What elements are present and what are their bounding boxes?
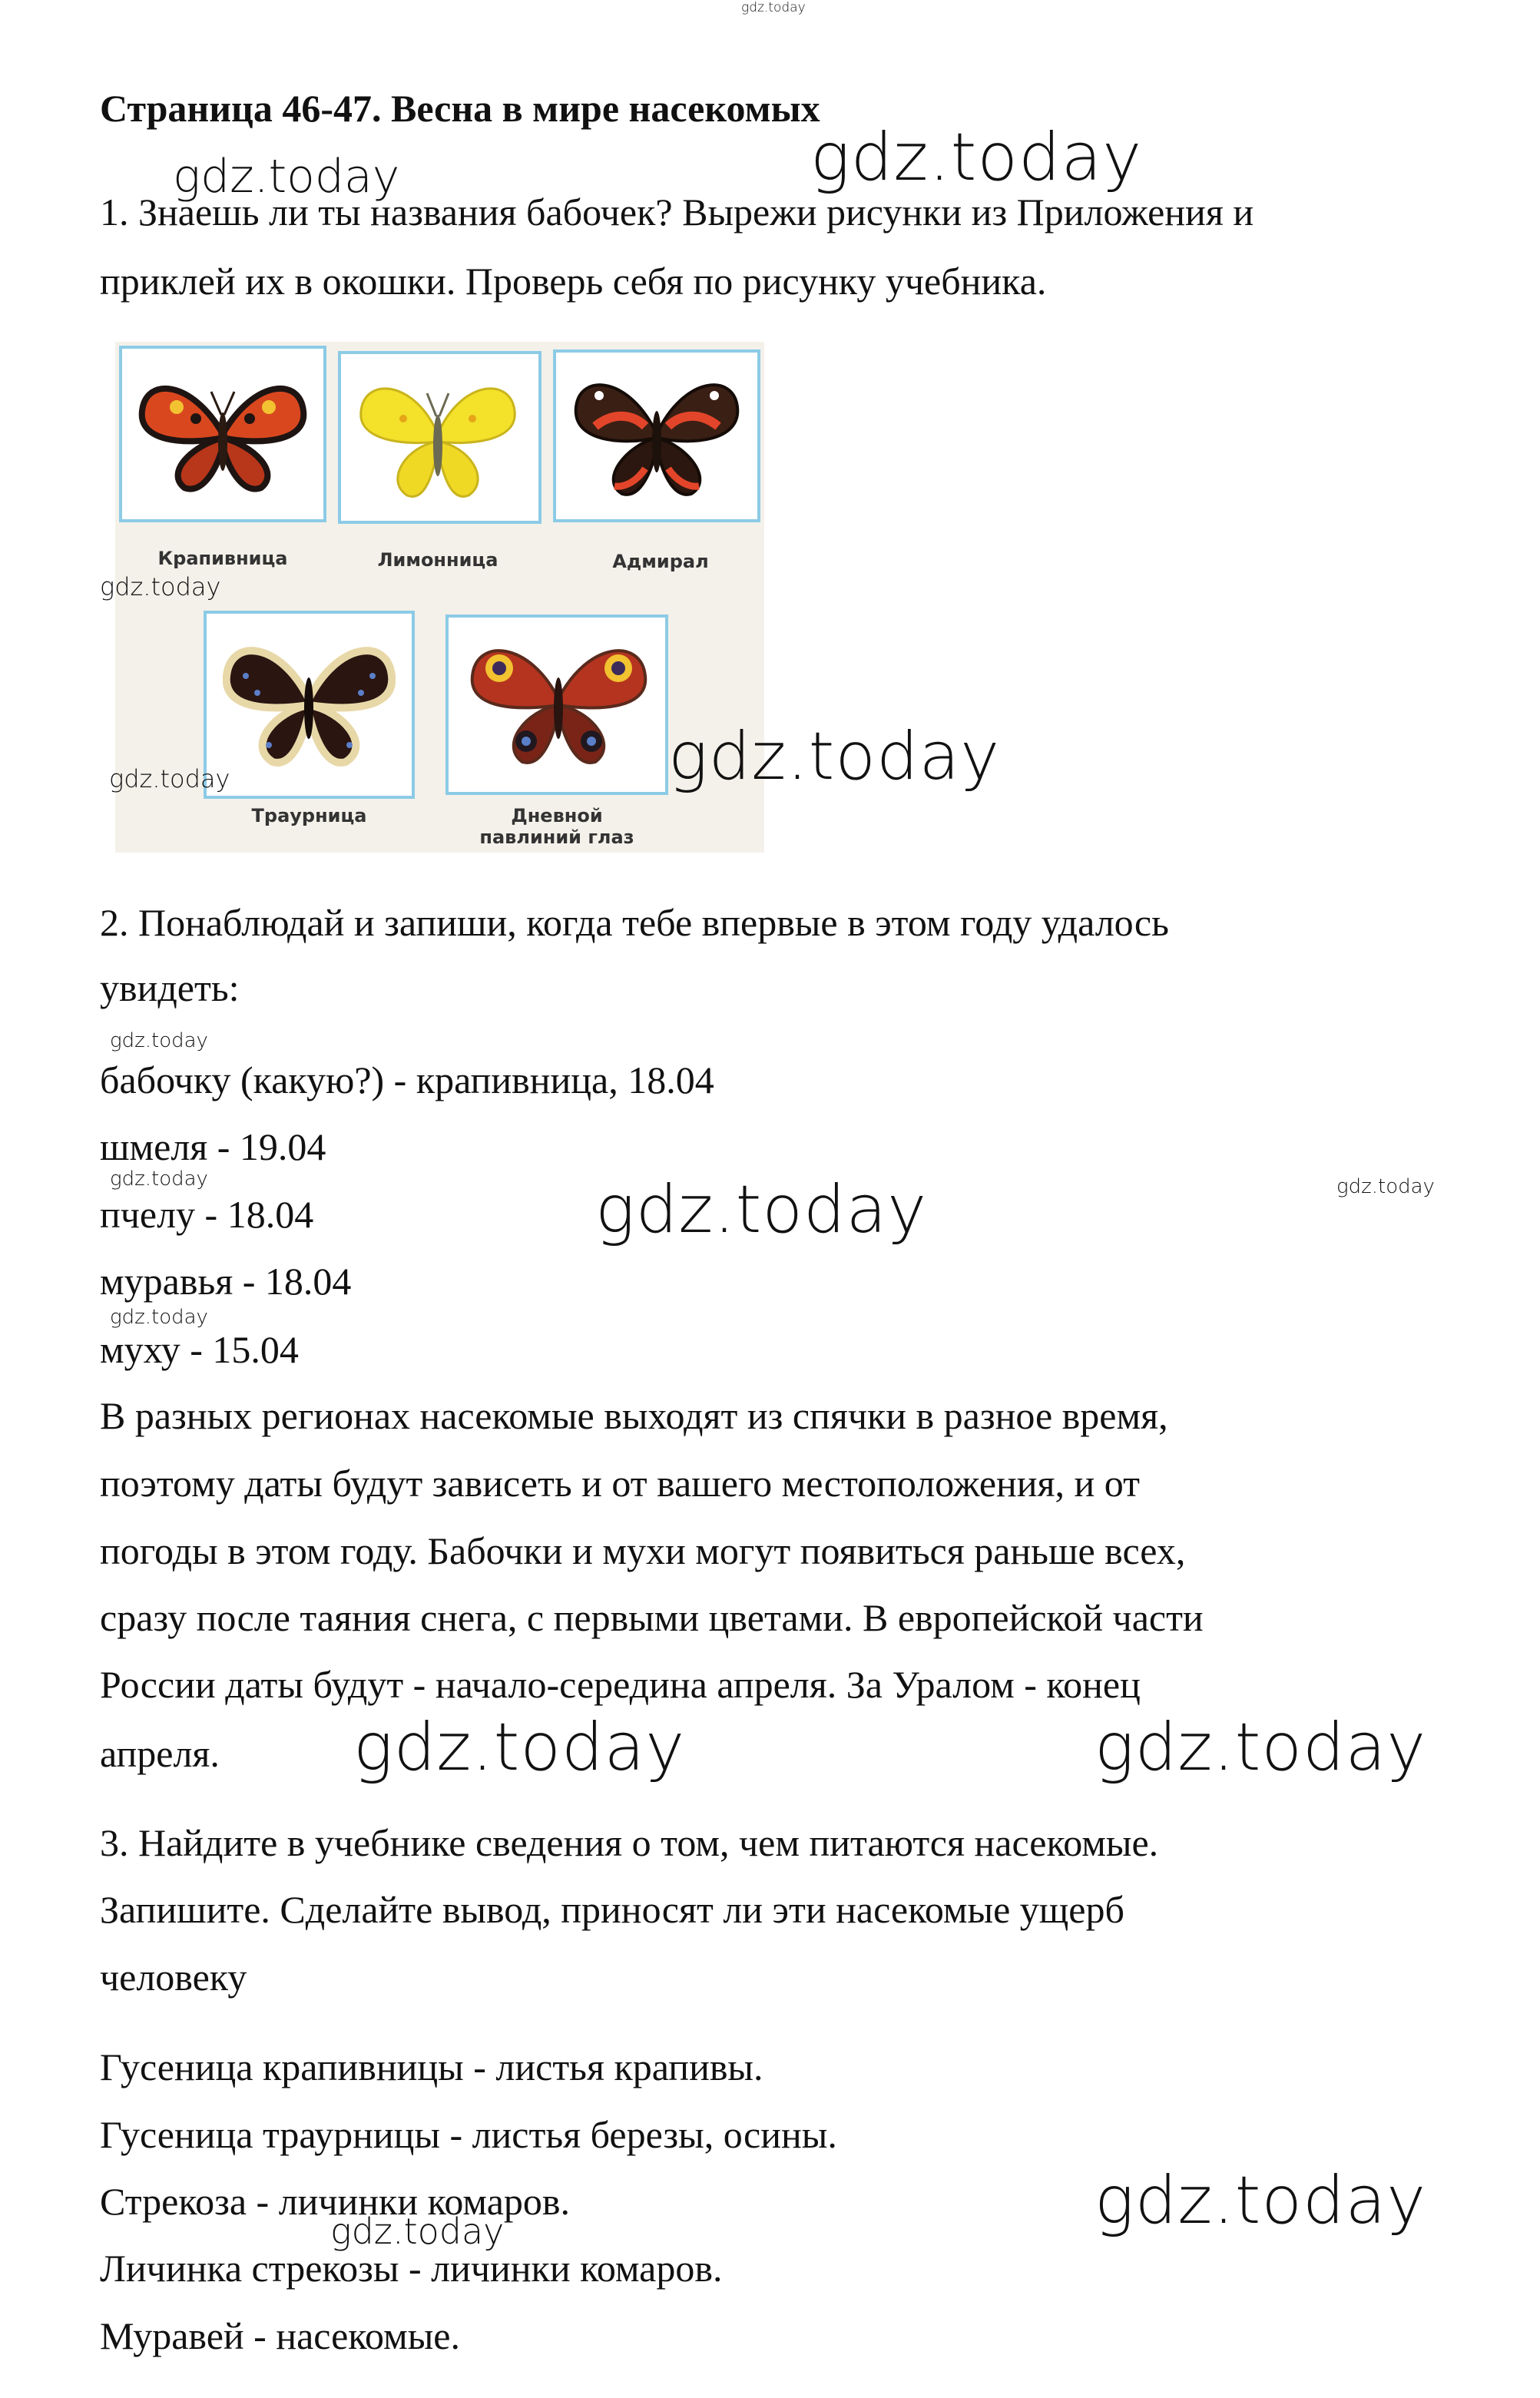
task2-note-line6: апреля.: [100, 1732, 220, 1775]
task2-note-line5: России даты будут - начало-середина апреля. За Уралом - конец: [100, 1663, 1141, 1706]
task2-note-line2: поэтому даты будут зависеть и от вашего местоположения, и от: [100, 1462, 1140, 1505]
watermark: gdz.today: [109, 764, 230, 793]
answer-butterfly: бабочку (какую?) - крапивница, 18.04: [100, 1058, 714, 1101]
task2-line2: увидеть:: [100, 966, 240, 1009]
butterfly-4-image: [223, 638, 396, 768]
watermark: gdz.today: [810, 119, 1143, 196]
task1-line2: приклей их в окошки. Проверь себя по рисунку учебника.: [100, 260, 1047, 303]
watermark: gdz.today: [1336, 1175, 1435, 1198]
butterfly-2-image: [353, 376, 522, 503]
caption-admiral: Адмирал: [612, 551, 709, 572]
butterfly-3-image: [572, 373, 741, 499]
caption-traurnitsa: Траурница: [251, 805, 367, 826]
watermark: gdz.today: [353, 1709, 686, 1786]
watermark: gdz.today: [110, 1306, 208, 1329]
butterfly-1-image: [138, 373, 307, 495]
watermark: gdz.today: [110, 1029, 208, 1052]
task2-note-line4: сразу после таяния снега, с первыми цветами. В европейской части: [100, 1596, 1204, 1639]
watermark: gdz.today: [330, 2211, 505, 2252]
food-answer-4: Личинка стрекозы - личинки комаров.: [100, 2247, 723, 2290]
caption-limonnitsa: Лимонница: [377, 549, 498, 571]
caption-pavlinii-glaz: Дневной павлиний глаз: [479, 805, 634, 848]
task2-note-line3: погоды в этом году. Бабочки и мухи могут появиться раньше всех,: [100, 1529, 1186, 1572]
food-answer-5: Муравей - насекомые.: [100, 2314, 460, 2357]
task3-line3: человеку: [100, 1956, 247, 1999]
food-answer-1: Гусеница крапивницы - листья крапивы.: [100, 2045, 763, 2088]
task2-note-line1: В разных регионах насекомые выходят из спячки в разное время,: [100, 1394, 1168, 1437]
answer-bee: пчелу - 18.04: [100, 1193, 314, 1236]
task2-line1: 2. Понаблюдай и запиши, когда тебе впервые в этом году удалось: [100, 901, 1169, 944]
food-answer-3: Стрекоза - личинки комаров.: [100, 2180, 571, 2223]
answer-ant: муравья - 18.04: [100, 1260, 352, 1303]
answer-bumblebee: шмеля - 19.04: [100, 1125, 326, 1168]
watermark: gdz.today: [173, 150, 400, 204]
watermark: gdz.today: [668, 718, 1001, 795]
header-watermark: gdz.today: [741, 0, 806, 15]
watermark: gdz.today: [595, 1171, 928, 1248]
task3-line1: 3. Найдите в учебнике сведения о том, чем питаются насекомые.: [100, 1821, 1159, 1864]
butterfly-5-image: [469, 638, 649, 768]
caption-krapivnitsa: Крапивница: [157, 548, 288, 569]
task3-line2: Запишите. Сделайте вывод, приносят ли эти насекомые ущерб: [100, 1888, 1124, 1931]
watermark: gdz.today: [1095, 2162, 1427, 2239]
watermark: gdz.today: [100, 572, 221, 601]
food-answer-2: Гусеница траурницы - листья березы, осины.: [100, 2113, 837, 2156]
watermark: gdz.today: [110, 1168, 208, 1191]
answer-fly: муху - 15.04: [100, 1328, 299, 1371]
watermark: gdz.today: [1095, 1709, 1427, 1786]
page-title: Страница 46-47. Весна в мире насекомых: [100, 87, 820, 130]
task1-line1: 1. Знаешь ли ты названия бабочек? Вырежи рисунки из Приложения и: [100, 190, 1254, 234]
